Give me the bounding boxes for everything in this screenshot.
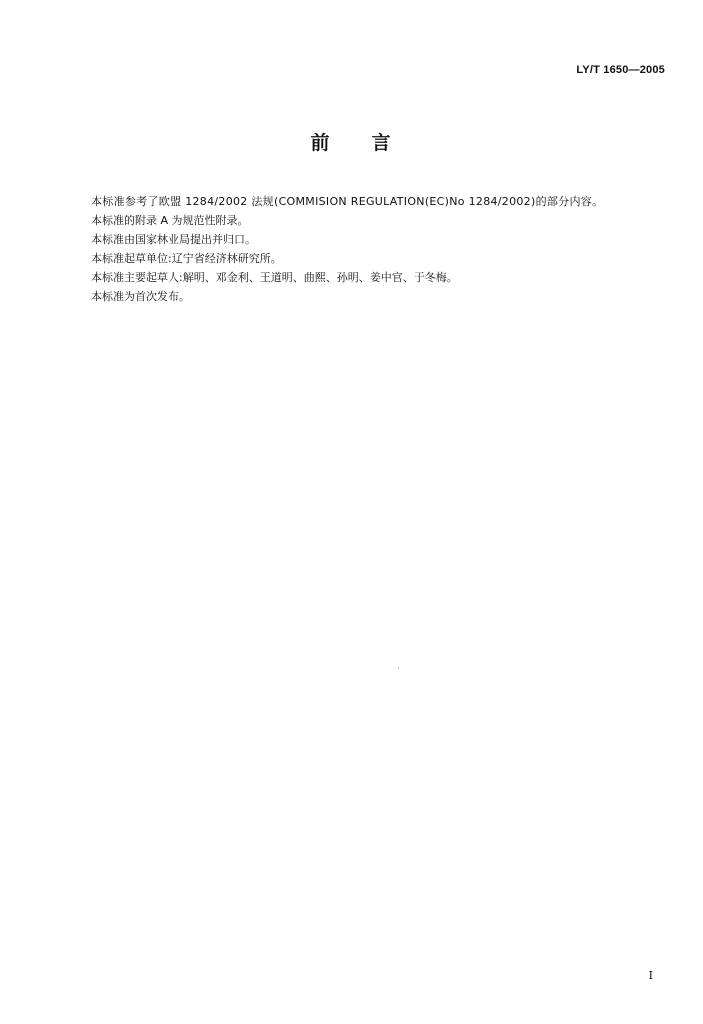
page-title <box>0 128 703 155</box>
paragraph-drafters: 本标准主要起草人:解明、邓金利、王道明、曲熙、孙明、姜中官、于冬梅。 <box>91 271 458 284</box>
paragraph-reference: 本标准参考了欧盟 1284/2002 法规(COMMISION REGULATION(EC)No 1284/2002)的部分内容。 <box>91 195 604 208</box>
paragraph-proposer: 本标准由国家林业局提出并归口。 <box>91 233 256 246</box>
paragraph-annex: 本标准的附录 A 为规范性附录。 <box>91 214 249 227</box>
page-number: I <box>648 969 653 982</box>
scan-speck <box>398 668 399 669</box>
standard-code: LY/T 1650—2005 <box>576 64 665 76</box>
paragraph-first-release: 本标准为首次发布。 <box>91 290 190 303</box>
paragraph-drafting-unit: 本标准起草单位:辽宁省经济林研究所。 <box>91 252 282 265</box>
foreword-body <box>64 192 664 306</box>
title-char-2: 言 <box>371 132 393 154</box>
title-char-1: 前 <box>310 132 332 154</box>
